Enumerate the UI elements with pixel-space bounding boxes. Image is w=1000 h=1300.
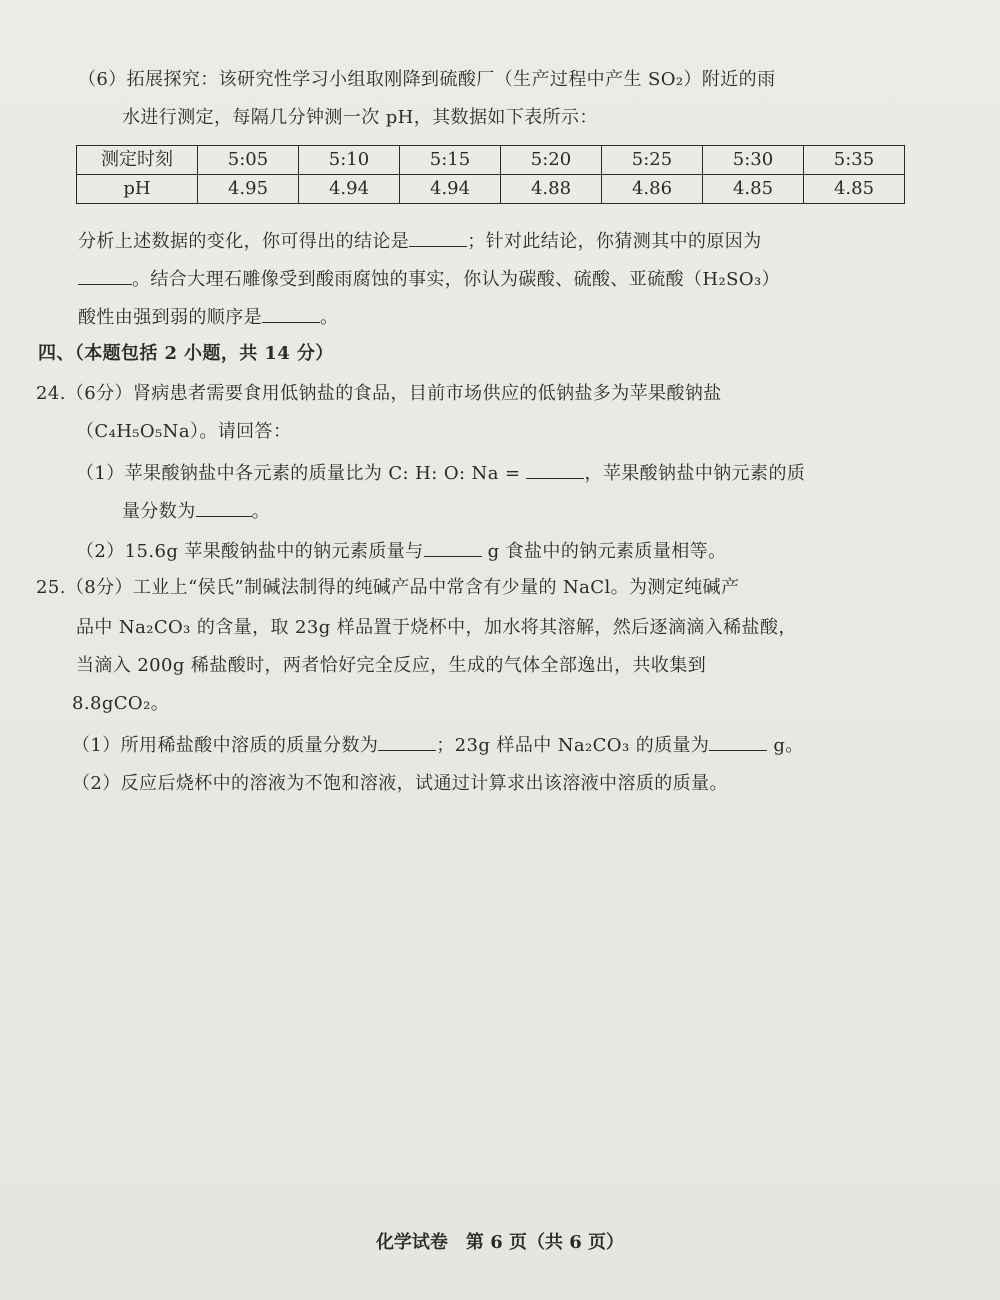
answer-blank[interactable] [196, 498, 252, 517]
answer-blank[interactable] [526, 460, 584, 479]
table-cell-time: 5:35 [804, 146, 905, 175]
q24-part2-text-a: （2）15.6g 苹果酸钠盐中的钠元素质量与 [76, 541, 424, 562]
table-cell-ph: 4.94 [400, 175, 501, 204]
q24-part1-text-d: 。 [251, 501, 271, 522]
q24-line2: （C₄H₅O₅Na）。请回答： [76, 421, 292, 442]
q6-line4 [78, 266, 780, 292]
q6-line1: （6）拓展探究：该研究性学习小组取刚降到硫酸厂（生产过程中产生 SO₂）附近的雨 [78, 69, 776, 90]
table-row-header-time: 测定时刻 [77, 146, 198, 175]
q25-part1-text-b: ；23g 样品中 Na₂CO₃ 的质量为 [436, 735, 710, 756]
q24-part1-text-c: 量分数为 [122, 501, 196, 522]
q6-line2: 水进行测定，每隔几分钟测一次 pH，其数据如下表所示： [122, 107, 598, 128]
answer-blank[interactable] [78, 266, 132, 285]
table-cell-time: 5:05 [198, 146, 299, 175]
q6-line3 [78, 228, 762, 254]
q25-part1 [72, 732, 804, 758]
q6-line5 [78, 304, 338, 330]
table-cell-time: 5:25 [602, 146, 703, 175]
q25-part1-text-c: g。 [773, 735, 804, 756]
q25-part2: （2）反应后烧杯中的溶液为不饱和溶液，试通过计算求出该溶液中溶质的质量。 [72, 773, 728, 794]
q25-part1-text-a: （1）所用稀盐酸中溶质的质量分数为 [72, 735, 379, 756]
answer-blank[interactable] [709, 732, 767, 751]
q24-part2-text-b: g 食盐中的钠元素质量相等。 [487, 541, 727, 562]
q25-line4: 8.8gCO₂。 [72, 693, 170, 714]
table-cell-time: 5:30 [703, 146, 804, 175]
table-cell-time: 5:15 [400, 146, 501, 175]
table-row-header-ph: pH [77, 175, 198, 204]
q24-part1-text-a: （1）苹果酸钠盐中各元素的质量比为 C: H: O: Na = [76, 463, 521, 484]
q24-part1 [76, 460, 805, 486]
table-cell-time: 5:20 [501, 146, 602, 175]
q25-line3: 当滴入 200g 稀盐酸时，两者恰好完全反应，生成的气体全部逸出，共收集到 [76, 655, 707, 676]
q6-line3-text-b: ；针对此结论，你猜测其中的原因为 [467, 231, 762, 252]
q24-line1: 24.（6分）肾病患者需要食用低钠盐的食品，目前市场供应的低钠盐多为苹果酸钠盐 [36, 383, 722, 404]
table-cell-ph: 4.88 [501, 175, 602, 204]
q25-line1: 25.（8分）工业上“侯氏”制碱法制得的纯碱产品中常含有少量的 NaCl。为测定纯碱产 [36, 577, 740, 598]
q6-line3-text-a: 分析上述数据的变化，你可得出的结论是 [78, 231, 410, 252]
q6-line5-text-a: 酸性由强到弱的顺序是 [78, 307, 262, 328]
table-cell-time: 5:10 [299, 146, 400, 175]
table-cell-ph: 4.85 [804, 175, 905, 204]
table-cell-ph: 4.86 [602, 175, 703, 204]
table-row [77, 146, 905, 175]
answer-blank[interactable] [424, 538, 482, 557]
q24-part2 [76, 538, 726, 564]
answer-blank[interactable] [378, 732, 436, 751]
table-row [77, 175, 905, 204]
section-heading: 四、（本题包括 2 小题，共 14 分） [38, 343, 334, 364]
q6-line4-text: 。结合大理石雕像受到酸雨腐蚀的事实，你认为碳酸、硫酸、亚硫酸（H₂SO₃） [132, 269, 781, 290]
q6-line5-text-b: 。 [320, 307, 339, 328]
q24-part1-text-b: ，苹果酸钠盐中钠元素的质 [584, 463, 806, 484]
ph-data-table [76, 145, 905, 204]
answer-blank[interactable] [262, 304, 320, 323]
table-cell-ph: 4.85 [703, 175, 804, 204]
table-cell-ph: 4.95 [198, 175, 299, 204]
table-cell-ph: 4.94 [299, 175, 400, 204]
q24-part1-cont [122, 498, 270, 524]
q25-line2: 品中 Na₂CO₃ 的含量，取 23g 样品置于烧杯中，加水将其溶解，然后逐滴滴入稀盐酸， [76, 617, 797, 638]
page-footer: 化学试卷 第 6 页（共 6 页） [375, 1232, 625, 1253]
answer-blank[interactable] [409, 228, 467, 247]
